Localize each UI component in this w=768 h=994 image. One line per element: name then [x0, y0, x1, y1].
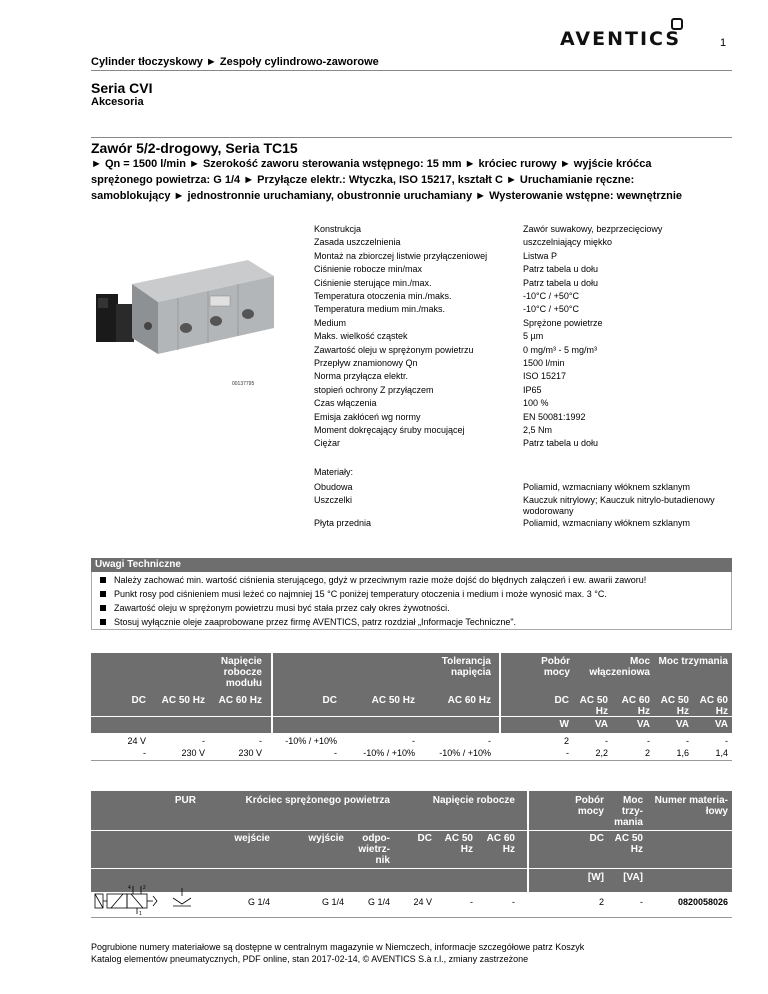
table1-cell: -10% / +10% [363, 748, 415, 758]
series-title: Seria CVI [91, 80, 153, 96]
spec-value: Patrz tabela u dołu [523, 277, 599, 288]
spec-label: Ciśnienie robocze min/max [314, 264, 423, 275]
port-label: 2 [143, 885, 146, 891]
table1-cell: 1,4 [715, 748, 728, 758]
spec-value: 2,5 Nm [523, 425, 553, 435]
spec-label: Przepływ znamionowy Qn [314, 358, 418, 368]
spec-label: stopień ochrony Z przyłączem [314, 384, 434, 395]
table2-unit: [VA] [623, 872, 643, 883]
th-line: AC 50 [660, 695, 689, 706]
th-line: Hz [715, 706, 728, 717]
th-line: AC 50 [444, 833, 473, 844]
spec-value: 100 % [523, 398, 549, 409]
materials-title: Materiały: [314, 467, 354, 477]
product-description-line: ► Qn = 1500 l/min ► Szerokość zaworu sterowania wstępnego: 15 mm ► króciec rurowy ► wyjście króćca [91, 158, 652, 170]
th-line: AC 60 [486, 833, 515, 844]
cell-dc: 24 V [413, 897, 432, 907]
th-line: Hz [676, 706, 689, 717]
bullet-square-icon [100, 605, 106, 611]
table2-header-separator [527, 791, 529, 892]
material-label: Płyta przednia [314, 518, 372, 528]
th-line: mocy [543, 667, 570, 678]
th-line: trzy- [621, 806, 643, 817]
table1-sub: DC [554, 695, 569, 706]
brand-logo: AVENTICS [560, 28, 682, 50]
th-line: nik [375, 855, 390, 866]
table2-sub: wejście [234, 833, 270, 844]
table2-header-rule [91, 830, 732, 831]
spec-value: 5 µm [523, 331, 544, 342]
spec-value: 1500 l/min [523, 358, 565, 368]
spec-label: Czas włączenia [314, 398, 377, 409]
product-description-line: sprężonego powietrza: G 1/4 ► Przyłącze elektr.: Wtyczka, ISO 15217, kształt C ► Uruchamianie ręczne: [91, 174, 635, 186]
note-text: Stosuj wyłącznie oleje zaaprobowane przez firmę AVENTICS, patrz rozdział „Informacje Techniczne". [114, 617, 517, 627]
th-line: AC 60 [621, 695, 650, 706]
table2-sub [350, 833, 390, 866]
th-line: Pobór [575, 795, 604, 806]
table1-col-pobor [520, 656, 570, 678]
table1-cell: - [725, 736, 728, 746]
table2-header-rule [91, 868, 732, 869]
th-line: Pobór [541, 656, 570, 667]
table1-sub: AC 50 Hz [371, 695, 415, 706]
th-line: Moc [630, 656, 650, 667]
table2-col-napiecie: Napięcie robocze [432, 795, 515, 806]
spec-label: Temperatura medium min./maks. [314, 304, 446, 315]
th-line: wietrz- [358, 844, 390, 855]
material-value: Kauczuk nitrylowy; Kauczuk nitrylo-butadienowy wodorowany [523, 495, 715, 516]
table1-sub: DC [131, 695, 146, 706]
th-line: mocy [577, 806, 604, 817]
table2-sub: DC [417, 833, 432, 844]
table1-sub: AC 60 Hz [447, 695, 491, 706]
th-line: Tolerancja [441, 656, 491, 667]
table2-sub: wyjście [308, 833, 344, 844]
spec-value: Patrz tabela u dołu [523, 264, 599, 275]
spec-label: Norma przyłącza elektr. [314, 371, 409, 382]
th-line: AC 60 [699, 695, 728, 706]
table1-col-moc-trzym: Moc trzymania [658, 656, 728, 667]
bullet-square-icon [100, 619, 106, 625]
spec-label: Emisja zakłóceń wg normy [314, 411, 421, 422]
th-line: mania [614, 817, 643, 828]
table1-cell: - [488, 736, 491, 746]
table2-sub [605, 833, 643, 855]
th-line: Hz [502, 844, 515, 855]
th-line: Numer materia- [654, 795, 728, 806]
table2-col-pobor [560, 795, 604, 817]
series-subtitle: Akcesoria [91, 96, 144, 108]
product-divider [91, 137, 732, 138]
material-label: Obudowa [314, 482, 353, 492]
cell-moc: - [640, 897, 643, 907]
table1-header-separator [499, 653, 501, 733]
spec-value: Sprężone powietrze [523, 317, 603, 328]
table1-cell: 24 V [127, 736, 146, 746]
footer-line: Pogrubione numery materiałowe są dostępne w centralnym magazynie w Niemczech, informacje szczegółowe patrz Koszyk [91, 942, 585, 952]
table1-cell: 2 [644, 748, 650, 758]
th-line: robocze [223, 667, 262, 678]
table1-cell: - [686, 736, 689, 746]
table2-col-pur: PUR [174, 795, 196, 806]
table2-col-krociec: Króciec sprężonego powietrza [245, 795, 390, 806]
cell-pobor: 2 [598, 897, 604, 907]
table2-sub [435, 833, 473, 855]
table1-cell: - [259, 736, 262, 746]
table1-cell: - [202, 736, 205, 746]
table1-cell: 230 V [181, 748, 205, 758]
spec-label: Medium [314, 317, 347, 328]
spec-label: Moment dokręcający śruby mocującej [314, 425, 465, 435]
note-item [100, 575, 646, 585]
image-code: 00137795 [232, 381, 255, 387]
table1-col-moc-wl [578, 656, 650, 678]
tube-symbol-icon [170, 888, 194, 910]
table1-cell: - [334, 748, 337, 758]
th-line: Moc [623, 795, 643, 806]
breadcrumb: Cylinder tłoczyskowy ► Zespoły cylindrowo-zaworowe [91, 56, 379, 68]
spec-label: Konstrukcja [314, 224, 362, 234]
page-number: 1 [720, 37, 727, 49]
notes-header: Uwagi Techniczne [91, 558, 732, 572]
spec-value: -10°C / +50°C [523, 291, 579, 301]
table1-sub: AC 60 Hz [218, 695, 262, 706]
cell-part-number: 0820058026 [677, 897, 728, 907]
table2-sub [477, 833, 515, 855]
table1-cell: - [647, 736, 650, 746]
spec-value: Patrz tabela u dołu [523, 438, 599, 449]
table1-cell: 1,6 [676, 748, 689, 758]
cell-wejscie: G 1/4 [247, 897, 270, 907]
table1-cell: -10% / +10% [439, 748, 491, 758]
th-line: modułu [225, 678, 262, 689]
table1-sub [652, 695, 689, 717]
table1-cell: 230 V [238, 748, 262, 758]
spec-value: Listwa P [523, 250, 558, 261]
th-line: Hz [595, 706, 608, 717]
product-description [91, 156, 731, 204]
note-item [100, 617, 516, 627]
bullet-square-icon [100, 591, 106, 597]
spec-value: -10°C / +50°C [523, 304, 579, 315]
table1-cell: - [605, 736, 608, 746]
brand-logo-mark-icon [671, 18, 683, 30]
table2-bottom-rule [91, 917, 732, 918]
spec-label: Montaż na zbiorczej listwie przyłączeniowej [314, 250, 488, 261]
product-title: Zawór 5/2-drogowy, Seria TC15 [91, 140, 298, 156]
spec-value: ISO 15217 [523, 371, 567, 382]
note-item [100, 589, 607, 599]
note-text: Punkt rosy pod ciśnieniem musi leżeć co najmniej 15 °C poniżej temperatury otoczenia i medium i może wynosić max. 3 °C. [114, 589, 607, 599]
spec-value: EN 50081:1992 [523, 411, 586, 422]
table1-unit: VA [594, 719, 608, 730]
table1-cell: 2 [563, 736, 569, 746]
spec-label: Ciężar [314, 438, 341, 449]
product-description-line: samoblokujący ► jednostronnie uruchamiany, obustronnie uruchamiany ► Wysterowanie wstępne: wewnętrznie [91, 190, 683, 202]
spec-label: Ciśnienie sterujące min./max. [314, 277, 432, 288]
cell-ac60: - [512, 897, 515, 907]
table1-unit: VA [714, 719, 728, 730]
cell-odpowietrznik: G 1/4 [367, 897, 390, 907]
th-line: napięcia [450, 667, 491, 678]
th-line: AC 50 [614, 833, 643, 844]
th-line: AC 50 [579, 695, 608, 706]
th-line: odpo- [362, 833, 390, 844]
spec-value: 0 mg/m³ - 5 mg/m³ [523, 344, 598, 355]
spec-label: Temperatura otoczenia min./maks. [314, 291, 452, 301]
table1-cell: - [412, 736, 415, 746]
table1-unit: W [559, 719, 569, 730]
spec-label: Maks. wielkość cząstek [314, 331, 408, 342]
th-line: Hz [630, 844, 643, 855]
table2-col-moc [605, 795, 643, 828]
material-label: Uszczelki [314, 495, 353, 505]
table1-bottom-rule [91, 760, 732, 761]
cell-ac50: - [470, 897, 473, 907]
note-text: Należy zachować min. wartość ciśnienia sterującego, gdyż w przeciwnym razie może dojść do błędnych załączeń i ew. awarii zaworu! [114, 575, 647, 585]
table1-header-separator [271, 653, 273, 733]
header-divider [91, 70, 732, 71]
material-value: Poliamid, wzmacniany włóknem szklanym [523, 482, 691, 492]
th-line: Napięcie [220, 656, 262, 667]
table1-sub [570, 695, 608, 717]
spec-label: Zasada uszczelnienia [314, 237, 401, 248]
table1-cell: 2,2 [595, 748, 608, 758]
cell-wyjscie: G 1/4 [321, 897, 344, 907]
table1-unit: VA [675, 719, 689, 730]
port-label: 4 [128, 885, 131, 891]
table2-unit: [W] [587, 872, 604, 883]
table1-sub [610, 695, 650, 717]
note-text: Zawartość oleju w sprężonym powietrzu musi być stała przez cały okres żywotności. [114, 603, 450, 613]
table1-sub: DC [322, 695, 337, 706]
th-line: łowy [705, 806, 728, 817]
th-line: Hz [460, 844, 473, 855]
spec-value: Zawór suwakowy, bezprzecięciowy [523, 224, 663, 234]
spec-label: Zawartość oleju w sprężonym powietrzu [314, 344, 474, 355]
note-item [100, 603, 450, 613]
table1-sub: AC 50 Hz [161, 695, 205, 706]
valve-symbol-icon [93, 882, 161, 916]
footer-line: Katalog elementów pneumatycznych, PDF online, stan 2017-02-14, © AVENTICS S.à r.l., zmiany zastrzeżone [91, 954, 529, 964]
bullet-square-icon [100, 577, 106, 583]
table1-unit: VA [636, 719, 650, 730]
valve-product-image [88, 246, 278, 376]
th-line: Hz [637, 706, 650, 717]
table1-cell: - [143, 748, 146, 758]
port-label: 1 [139, 911, 142, 916]
table1-cell: -10% / +10% [285, 736, 337, 746]
table1-cell: - [566, 748, 569, 758]
spec-value: uszczelniający miękko [523, 237, 613, 248]
table1-sub [690, 695, 728, 717]
th-line: włączeniowa [589, 667, 650, 678]
table1-col-napiecie [200, 656, 262, 689]
material-value: Poliamid, wzmacniany włóknem szklanym [523, 518, 691, 528]
table2-sub: DC [589, 833, 604, 844]
spec-value: IP65 [523, 384, 542, 395]
table1-col-tolerancja [420, 656, 491, 678]
table2-col-numer [645, 795, 728, 817]
